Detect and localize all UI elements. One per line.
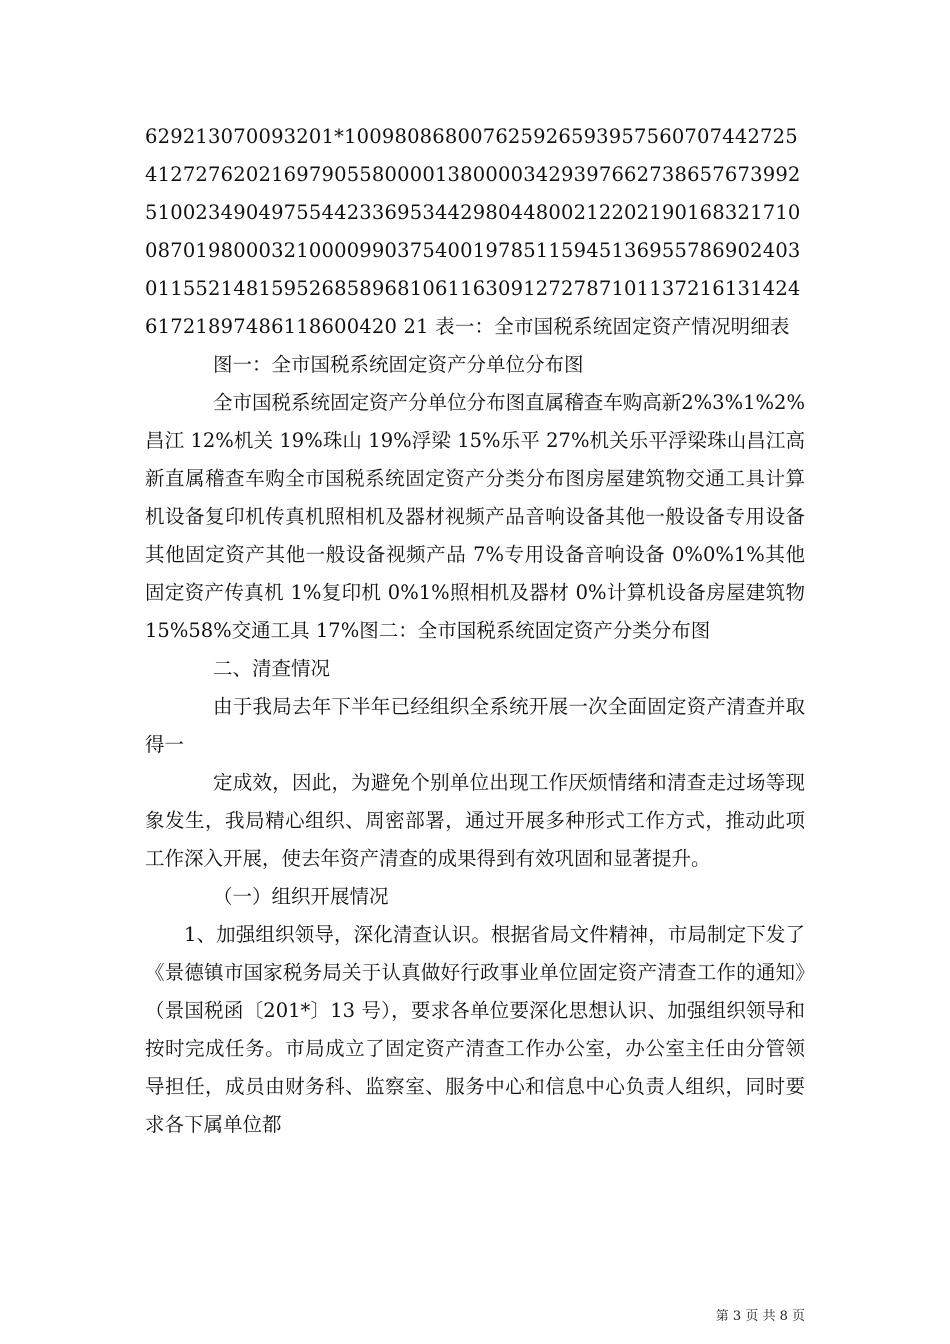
paragraph-inspection-intro: 由于我局去年下半年已经组织全系统开展一次全面固定资产清查并取得一 xyxy=(145,695,805,756)
paragraph-organization-leadership: 1、加强组织领导，深化清查认识。根据省局文件精神，市局制定下发了《景德镇市国家税务局关于认真做好行政事业单位固定资产清查工作的通知》（景国税函〔201*〕13 号），要求各单位要深化思想认识、加强组织领导和按时完成任务。市局成立了固定资产清查工作办公室，办公室主任由分管领导担任，成员由财务科、监察室、服务中心和信息中心负责人组织，同时要求各下属单位都 xyxy=(145,923,805,1136)
paragraph-numeric-data: 629213070093201*100980868007625926593957560707442725412727620216979055800001380000342939766273865767399251002349049755442336953442980448002122021901683217100870198000321000099037540019785115945136955786902403011552148159526858968106116309127278710113721613142461721897486118600420 21 表一：全市国税系统固定资产情况明细表 xyxy=(145,125,801,338)
document-body xyxy=(145,118,805,1144)
paragraph-chart-text: 全市国税系统固定资产分单位分布图直属稽查车购高新2%3%1%2%昌江 12%机关 19%珠山 19%浮梁 15%乐平 27%机关乐平浮梁珠山昌江高新直属稽查车购全市国税系统固定资产分类分布图房屋建筑物交通工具计算机设备复印机传真机照相机及器材视频产品音响设备其他一般设备专用设备其他固定资产其他一般设备视频产品 7%专用设备音响设备 0%0%1%其他固定资产传真机 1%复印机 0%1%照相机及器材 0%计算机设备房屋建筑物 15%58%交通工具 17%图二：全市国税系统固定资产分类分布图 xyxy=(145,391,805,642)
page-number: 第 3 页 共 8 页 xyxy=(715,1309,805,1324)
paragraph-inspection-detail: 定成效，因此，为避免个别单位出现工作厌烦情绪和清查走过场等现象发生，我局精心组织、周密部署，通过开展多种形式工作方式，推动此项工作深入开展，使去年资产清查的成果得到有效巩固和显著提升。 xyxy=(145,771,805,870)
subsection-heading-organization: （一）组织开展情况 xyxy=(213,885,389,908)
paragraph-figure-one-caption: 图一：全市国税系统固定资产分单位分布图 xyxy=(213,353,584,376)
section-heading-inspection: 二、清查情况 xyxy=(213,657,331,680)
